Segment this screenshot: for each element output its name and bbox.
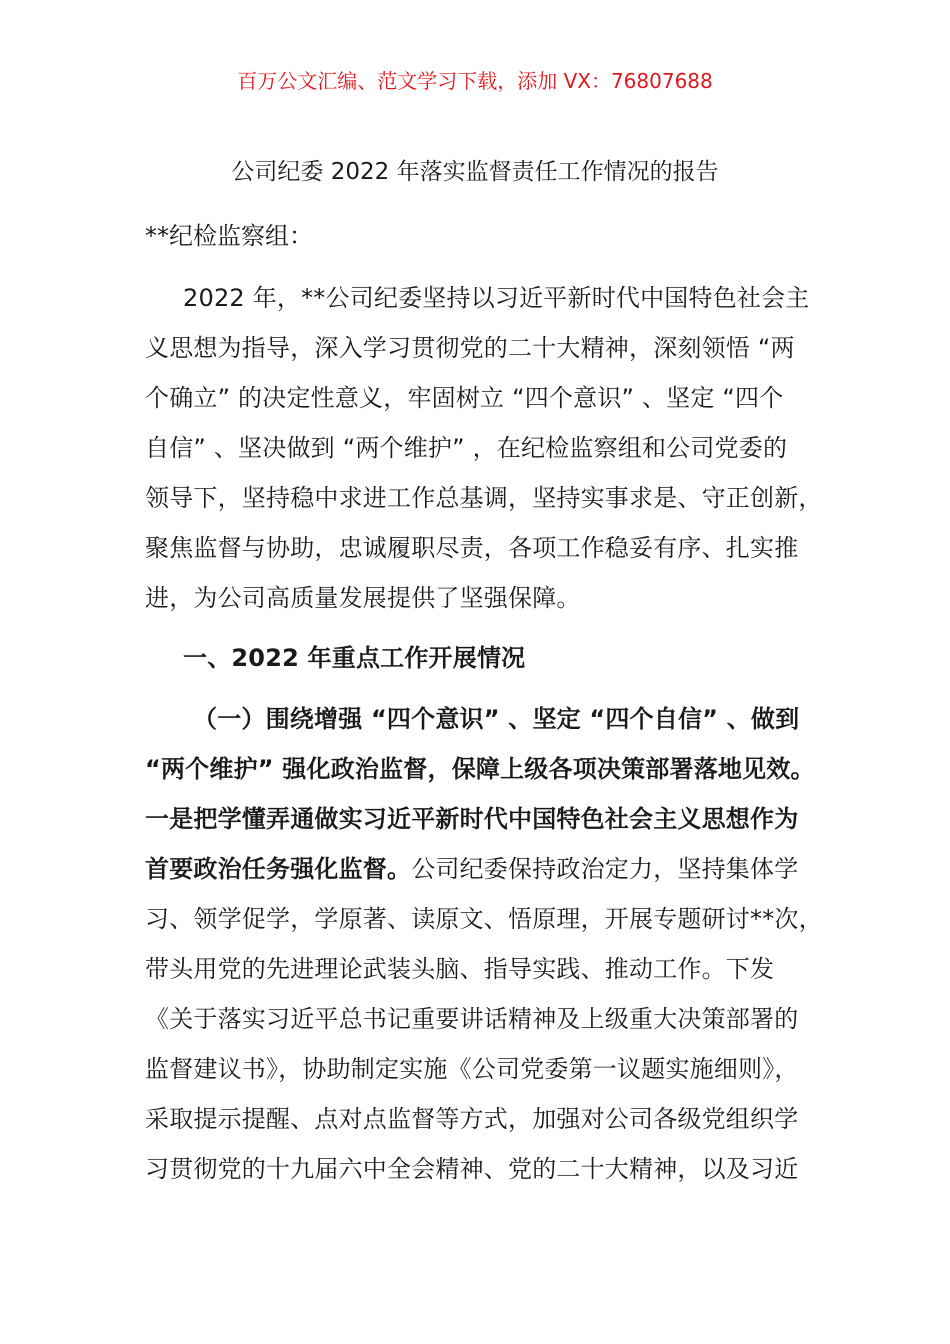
paragraph-line: 监督建议书》，协助制定实施《公司党委第一议题实施细则》， — [145, 1055, 799, 1083]
paragraph-line: 聚焦监督与协助，忠诚履职尽责，各项工作稳妥有序、扎实推 — [145, 534, 799, 562]
paragraph-line: 进，为公司高质量发展提供了坚强保障。 — [145, 584, 581, 612]
subsection-heading-line: “两个维护” 强化政治监督，保障上级各项决策部署落地见效。 — [145, 755, 815, 783]
paragraph-line: 习、领学促学，学原著、读原文、悟原理，开展专题研讨**次， — [145, 905, 823, 933]
paragraph-line: 《关于落实习近平总书记重要讲话精神及上级重大决策部署的 — [145, 1005, 799, 1033]
paragraph-line: 自信” 、坚决做到 “两个维护” ，在纪检监察组和公司党委的 — [145, 434, 788, 462]
salutation: **纪检监察组： — [145, 222, 313, 250]
paragraph-line: 个确立” 的决定性意义，牢固树立 “四个意识” 、坚定 “四个 — [145, 384, 784, 412]
paragraph-line: 习贯彻党的十九届六中全会精神、党的二十大精神，以及习近 — [145, 1155, 799, 1183]
paragraph-line: 采取提示提醒、点对点监督等方式，加强对公司各级党组织学 — [145, 1105, 799, 1133]
key-point-bold: 首要政治任务强化监督。 — [145, 855, 412, 883]
download-notice-header: 百万公文汇编、范文学习下载，添加 VX：76807688 — [237, 69, 713, 93]
subsection-paragraph — [145, 694, 823, 1194]
intro-paragraph — [145, 273, 823, 623]
paragraph-line: 领导下，坚持稳中求进工作总基调，坚持实事求是、守正创新， — [145, 484, 823, 512]
subsection-heading-line: （一）围绕增强 “四个意识” 、坚定 “四个自信” 、做到 — [193, 705, 800, 733]
key-point-text: 公司纪委保持政治定力，坚持集体学 — [411, 855, 799, 883]
section-heading-block — [145, 633, 810, 683]
paragraph-line: 带头用党的先进理论武装头脑、指导实践、推动工作。下发 — [145, 955, 775, 983]
mixed-line — [145, 844, 810, 894]
paragraph-line: 2022 年，**公司纪委坚持以习近平新时代中国特色社会主 — [183, 284, 810, 312]
paragraph-line: 义思想为指导，深入学习贯彻党的二十大精神，深刻领悟 “两 — [145, 334, 795, 362]
document-title: 公司纪委 2022 年落实监督责任工作情况的报告 — [231, 159, 719, 185]
section-heading: 一、2022 年重点工作开展情况 — [183, 644, 526, 672]
subsection-heading-line: 一是把学懂弄通做实习近平新时代中国特色社会主义思想作为 — [145, 805, 799, 833]
